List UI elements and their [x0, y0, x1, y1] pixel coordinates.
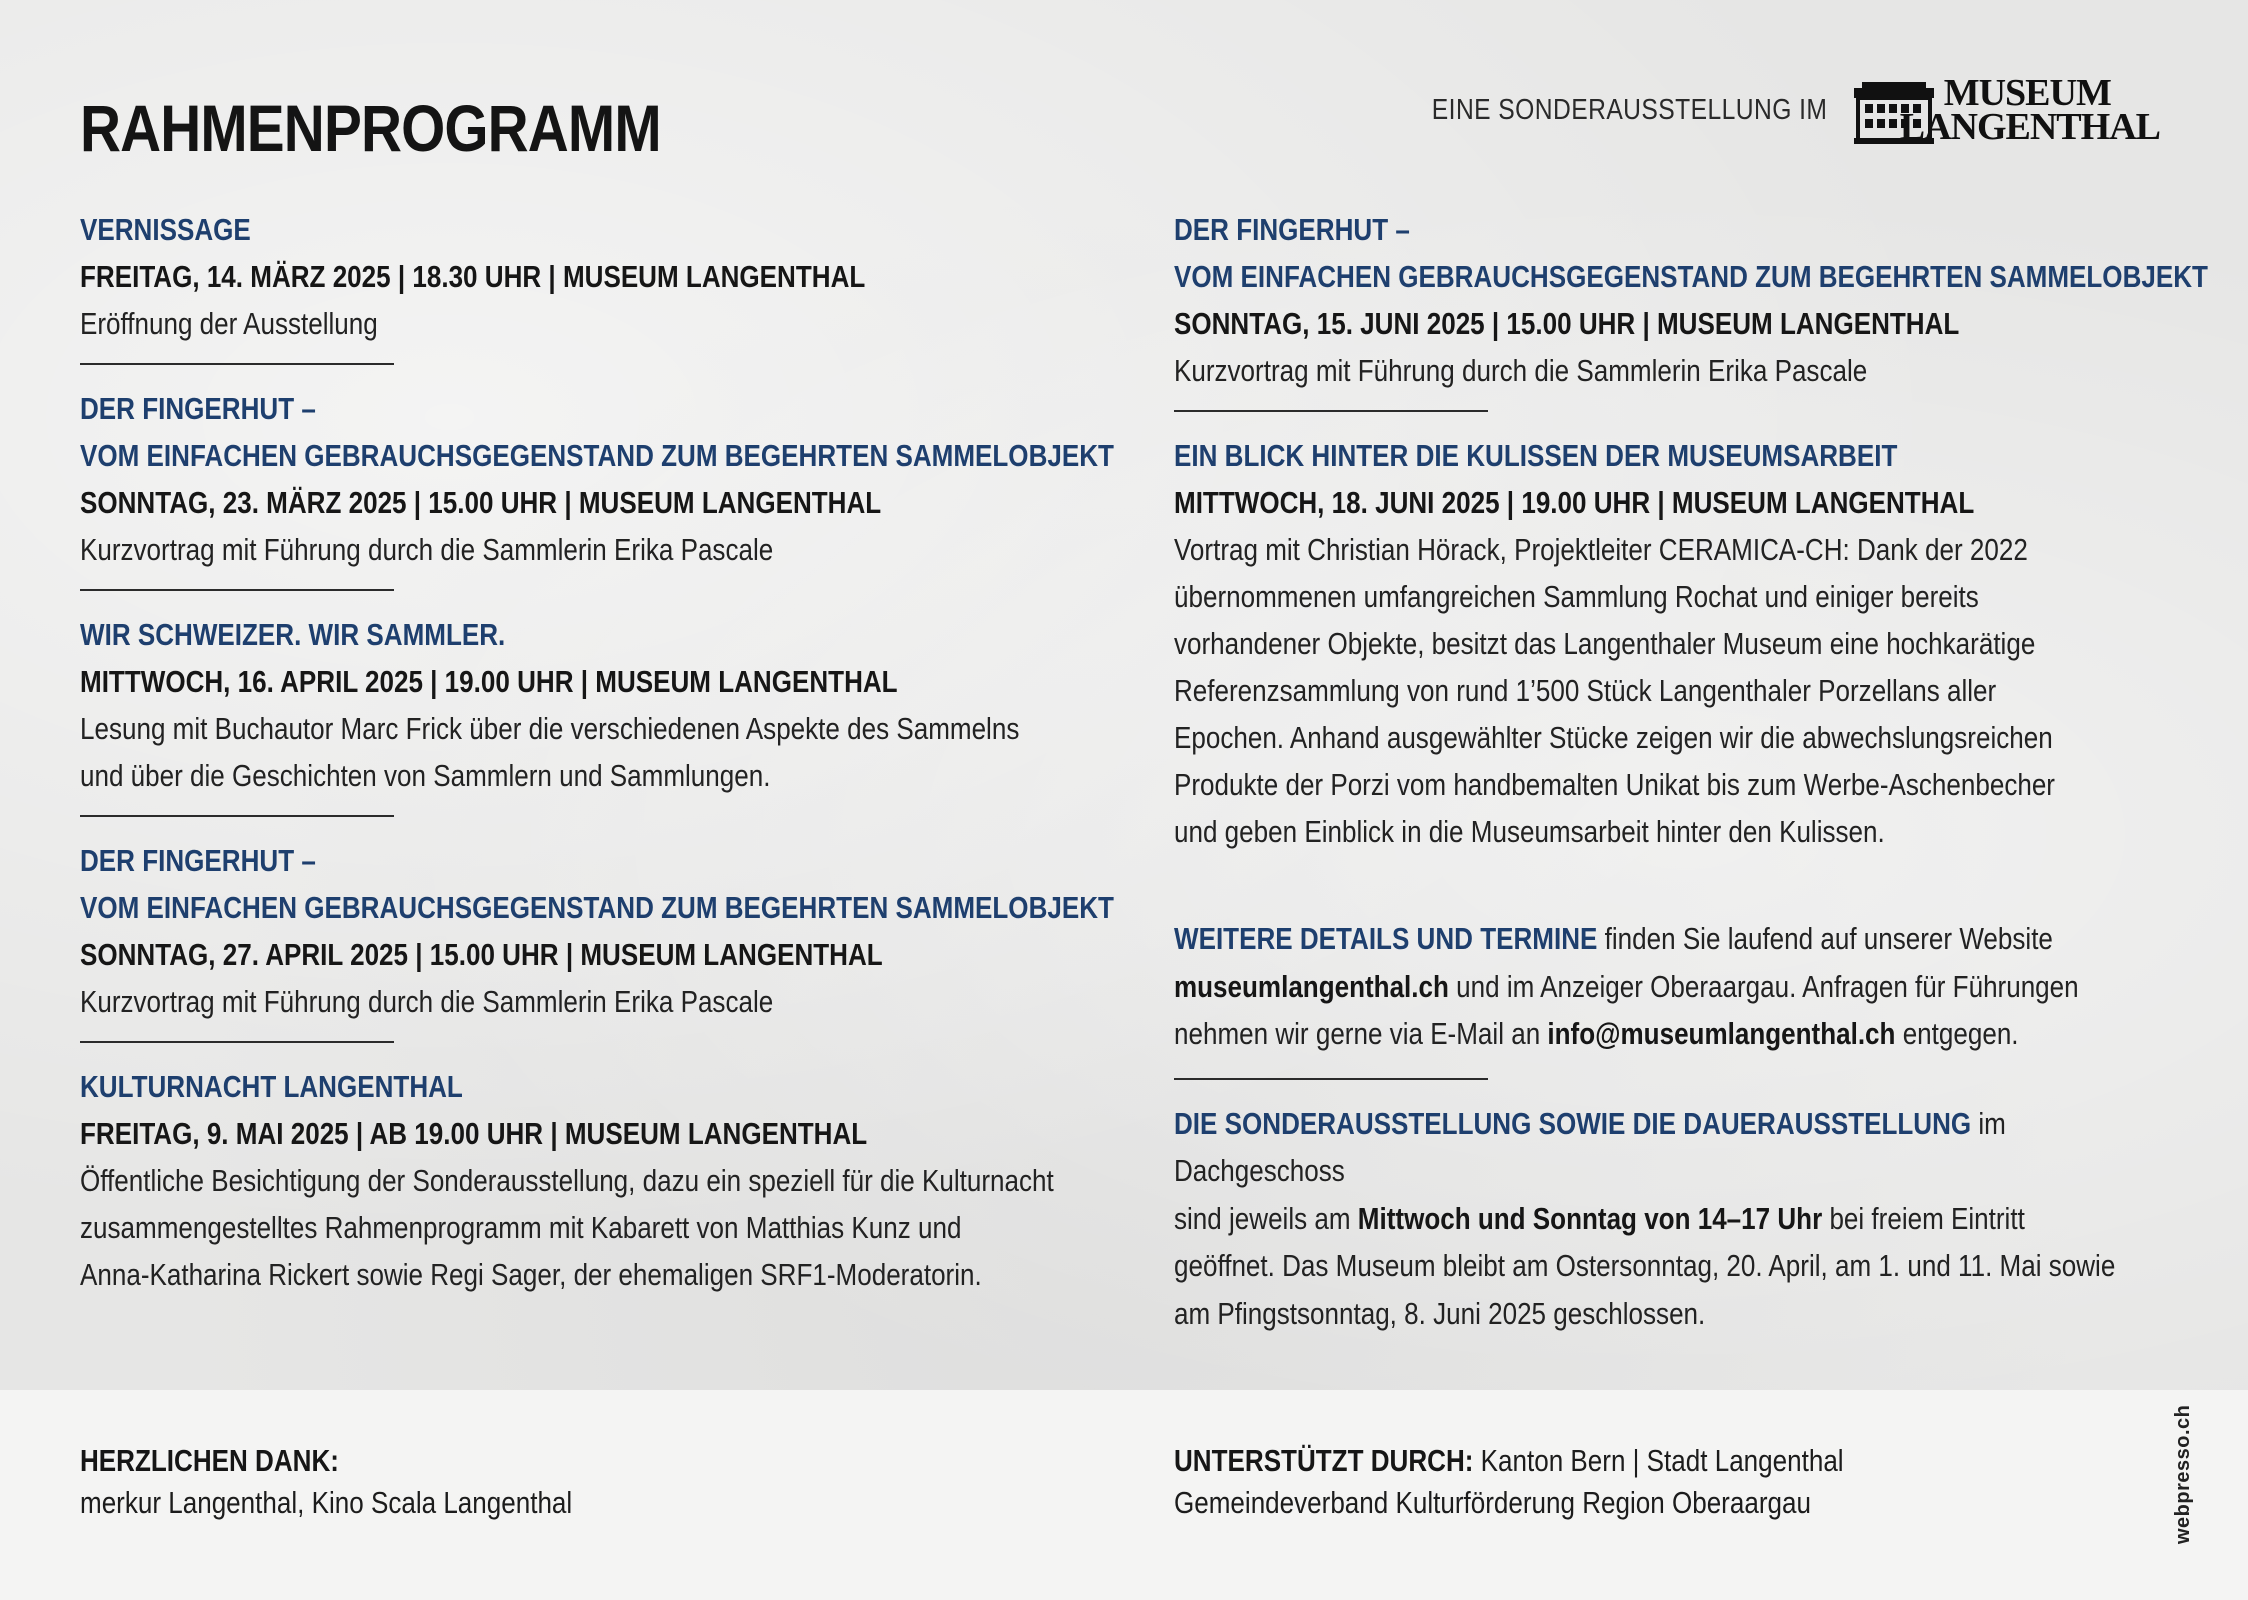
details-text: entgegen.: [1895, 1016, 2019, 1051]
event-heading: EIN BLICK HINTER DIE KULISSEN DER MUSEUMSARBEIT: [1174, 438, 1898, 473]
opening-text: im Dachgeschoss: [1174, 1105, 2006, 1188]
divider: [80, 815, 394, 817]
event-description: Kurzvortrag mit Führung durch die Sammlerin Erika Pascale: [80, 532, 774, 567]
event-description-line: übernommenen umfangreichen Sammlung Rochat und einiger bereits: [1174, 579, 1979, 614]
event-description-line: Vortrag mit Christian Hörack, Projektleiter CERAMICA-CH: Dank der 2022: [1174, 532, 2028, 567]
event-heading: DER FINGERHUT –: [1174, 212, 1410, 247]
event-heading: DER FINGERHUT –: [80, 391, 316, 426]
event-blick-hinter-kulissen: [1174, 432, 2174, 855]
museum-logo-text: [1899, 71, 2160, 148]
thanks-text: merkur Langenthal, Kino Scala Langenthal: [80, 1485, 573, 1520]
divider: [1174, 1078, 1488, 1080]
event-date: SONNTAG, 23. MÄRZ 2025 | 15.00 UHR | MUSEUM LANGENTHAL: [80, 485, 882, 520]
event-subheading: VOM EINFACHEN GEBRAUCHSGEGENSTAND ZUM BEGEHRTEN SAMMELOBJEKT: [1174, 259, 2208, 294]
logo-line-2: LANGENTHAL: [1899, 106, 2160, 148]
left-column: [80, 206, 1140, 1298]
divider: [80, 1041, 394, 1043]
page-title: RAHMENPROGRAMM: [80, 91, 661, 165]
support-text: Kanton Bern | Stadt Langenthal: [1473, 1443, 1844, 1478]
divider: [80, 589, 394, 591]
event-date: SONNTAG, 27. APRIL 2025 | 15.00 UHR | MUSEUM LANGENTHAL: [80, 937, 883, 972]
event-description: Kurzvortrag mit Führung durch die Sammlerin Erika Pascale: [80, 984, 774, 1019]
support-block: [1174, 1440, 1844, 1524]
details-paragraph: [1174, 915, 2174, 1058]
event-fingerhut-april: [80, 837, 1140, 1025]
opening-text: sind jeweils am: [1174, 1200, 1358, 1236]
event-description: Eröffnung der Ausstellung: [80, 306, 378, 341]
divider: [80, 363, 394, 365]
event-heading: KULTURNACHT LANGENTHAL: [80, 1069, 463, 1104]
thanks-block: [80, 1440, 572, 1524]
details-text: und im Anzeiger Oberaargau. Anfragen für Führungen: [1448, 968, 2079, 1004]
event-subheading: VOM EINFACHEN GEBRAUCHSGEGENSTAND ZUM BEGEHRTEN SAMMELOBJEKT: [80, 438, 1114, 473]
event-description-line: Referenzsammlung von rund 1’500 Stück Langenthaler Porzellans aller: [1174, 673, 1997, 708]
event-description-line: und geben Einblick in die Museumsarbeit hinter den Kulissen.: [1174, 814, 1885, 849]
opening-text: am Pfingstsonntag, 8. Juni 2025 geschlossen.: [1174, 1295, 1706, 1331]
event-date: FREITAG, 9. MAI 2025 | AB 19.00 UHR | MUSEUM LANGENTHAL: [80, 1116, 868, 1151]
event-fingerhut-march: [80, 385, 1140, 573]
brand-header: [1362, 62, 2160, 158]
support-text: Gemeindeverband Kulturförderung Region Oberaargau: [1174, 1485, 1811, 1520]
opening-text: bei freiem Eintritt: [1822, 1200, 2025, 1236]
event-heading: WIR SCHWEIZER. WIR SAMMLER.: [80, 617, 506, 652]
event-description-line: zusammengestelltes Rahmenprogramm mit Kabarett von Matthias Kunz und: [80, 1210, 962, 1245]
event-fingerhut-june: [1174, 206, 2208, 394]
logo-line-1: MUSEUM: [1943, 71, 2111, 114]
opening-lead: DIE SONDERAUSSTELLUNG SOWIE DIE DAUERAUSSTELLUNG: [1174, 1105, 1972, 1141]
event-date: SONNTAG, 15. JUNI 2025 | 15.00 UHR | MUSEUM LANGENTHAL: [1174, 306, 1960, 341]
divider: [1174, 410, 1488, 412]
email-link[interactable]: info@museumlangenthal.ch: [1547, 1016, 1896, 1051]
details-text: nehmen wir gerne via E-Mail an: [1174, 1016, 1548, 1051]
opening-text: geöffnet. Das Museum bleibt am Ostersonntag, 20. April, am 1. und 11. Mai sowie: [1174, 1248, 2116, 1283]
event-vernissage: [80, 206, 1140, 347]
right-column: [1174, 206, 2208, 1337]
event-wir-schweizer: [80, 611, 1140, 799]
event-description-line: vorhandener Objekte, besitzt das Langenthaler Museum eine hochkarätige: [1174, 626, 2036, 661]
event-date: MITTWOCH, 18. JUNI 2025 | 19.00 UHR | MUSEUM LANGENTHAL: [1174, 485, 1975, 520]
website-link[interactable]: museumlangenthal.ch: [1174, 968, 1449, 1004]
event-kulturnacht: [80, 1063, 1140, 1298]
event-description-line: Öffentliche Besichtigung der Sonderausstellung, dazu ein speziell für die Kulturnacht: [80, 1163, 1054, 1198]
details-lead: WEITERE DETAILS UND TERMINE: [1174, 921, 1598, 956]
support-label: UNTERSTÜTZT DURCH:: [1174, 1443, 1474, 1478]
event-heading: DER FINGERHUT –: [80, 843, 316, 878]
opening-hours: Mittwoch und Sonntag von 14–17 Uhr: [1357, 1200, 1823, 1236]
event-heading: VERNISSAGE: [80, 212, 251, 247]
event-description-line: Produkte der Porzi vom handbemalten Unikat bis zum Werbe-Aschenbecher: [1174, 767, 2055, 802]
event-description-line: und über die Geschichten von Sammlern und Sammlungen.: [80, 758, 771, 793]
event-description-line: Anna-Katharina Rickert sowie Regi Sager, der ehemaligen SRF1-Moderatorin.: [80, 1257, 982, 1292]
details-text: finden Sie laufend auf unserer Website: [1597, 921, 2053, 956]
event-description-line: Epochen. Anhand ausgewählter Stücke zeigen wir die abwechslungsreichen: [1174, 720, 2053, 755]
event-subheading: VOM EINFACHEN GEBRAUCHSGEGENSTAND ZUM BEGEHRTEN SAMMELOBJEKT: [80, 890, 1114, 925]
museum-logo: [1852, 71, 2160, 148]
thanks-label: HERZLICHEN DANK:: [80, 1443, 339, 1478]
event-date: MITTWOCH, 16. APRIL 2025 | 19.00 UHR | MUSEUM LANGENTHAL: [80, 664, 898, 699]
design-credit: webpresso.ch: [2172, 1404, 2194, 1544]
event-date: FREITAG, 14. MÄRZ 2025 | 18.30 UHR | MUSEUM LANGENTHAL: [80, 259, 866, 294]
opening-hours-paragraph: [1174, 1100, 2174, 1338]
event-description: Kurzvortrag mit Führung durch die Sammlerin Erika Pascale: [1174, 353, 1868, 388]
brand-intro: EINE SONDERAUSSTELLUNG IM: [1432, 93, 1828, 126]
event-description-line: Lesung mit Buchautor Marc Frick über die verschiedenen Aspekte des Sammelns: [80, 711, 1020, 746]
